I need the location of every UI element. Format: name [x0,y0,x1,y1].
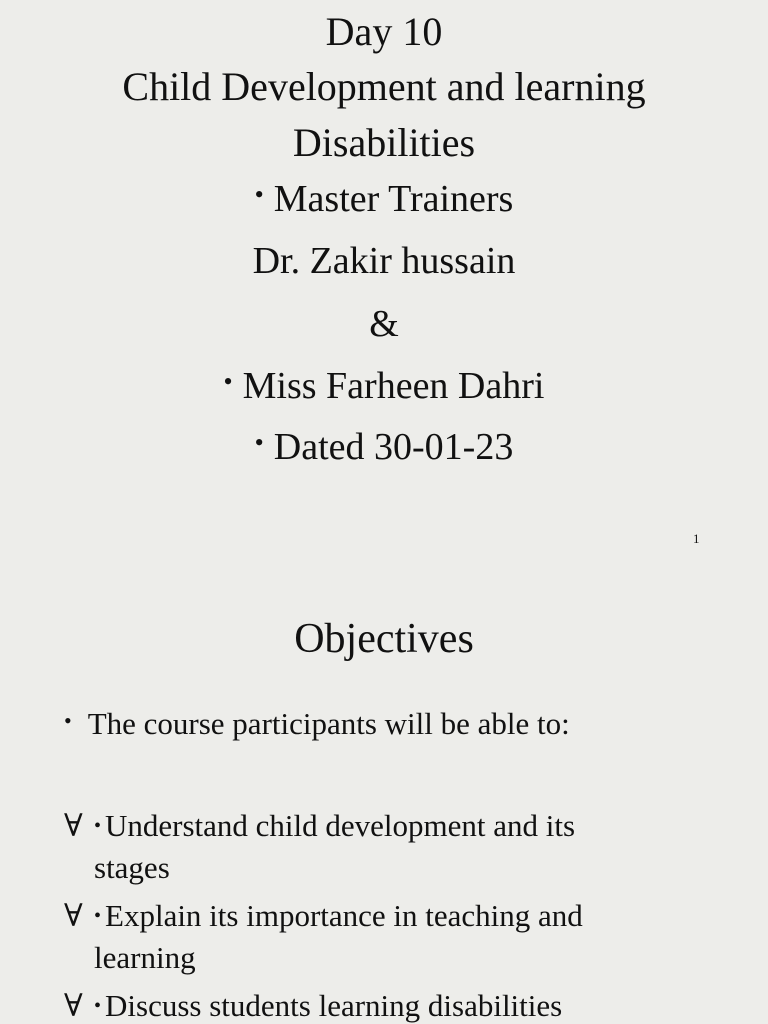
trainer-name-1-text: Dr. Zakir hussain [252,240,516,282]
objective-text: Explain its importance in teaching and [105,898,583,933]
objective-item [64,805,704,888]
for-all-icon: ∀ [64,898,83,933]
slide-title-topic-line1: Child Development and learning [122,64,646,109]
bullet-icon: • [64,708,72,733]
master-trainers-text: Master Trainers [273,178,514,220]
bullet-icon: • [254,180,264,209]
bullet-icon: • [94,995,102,1017]
trainer-name-1 [0,242,768,280]
master-trainers-line [0,180,768,218]
trainer-name-2 [0,367,768,405]
objective-text-continued: learning [94,940,196,975]
objective-item [64,985,704,1024]
slide-2 [0,560,768,1024]
trainer-name-2-text: Miss Farheen Dahri [242,365,545,407]
objective-item [64,895,704,978]
for-all-icon: ∀ [64,988,83,1023]
bullet-icon: • [94,815,102,837]
slide-title-topic-line2: Disabilities [292,120,476,165]
page-number: 1 [693,531,700,546]
objective-text: Understand child development and its [105,808,576,843]
objectives-intro-text: The course participants will be able to: [87,706,570,741]
objective-text: Discuss students learning disabilities [105,988,563,1023]
bullet-icon: • [94,905,102,927]
date-line [0,428,768,466]
date-text: Dated 30-01-23 [273,426,514,468]
bullet-icon: • [254,428,264,457]
objectives-title: Objectives [294,616,474,662]
objectives-intro [64,708,570,739]
objective-text-continued: stages [94,850,170,885]
ampersand-line [0,305,768,343]
slide-title-day: Day 10 [325,9,443,54]
ampersand-text: & [369,303,399,345]
for-all-icon: ∀ [64,808,83,843]
bullet-icon: • [223,367,233,396]
